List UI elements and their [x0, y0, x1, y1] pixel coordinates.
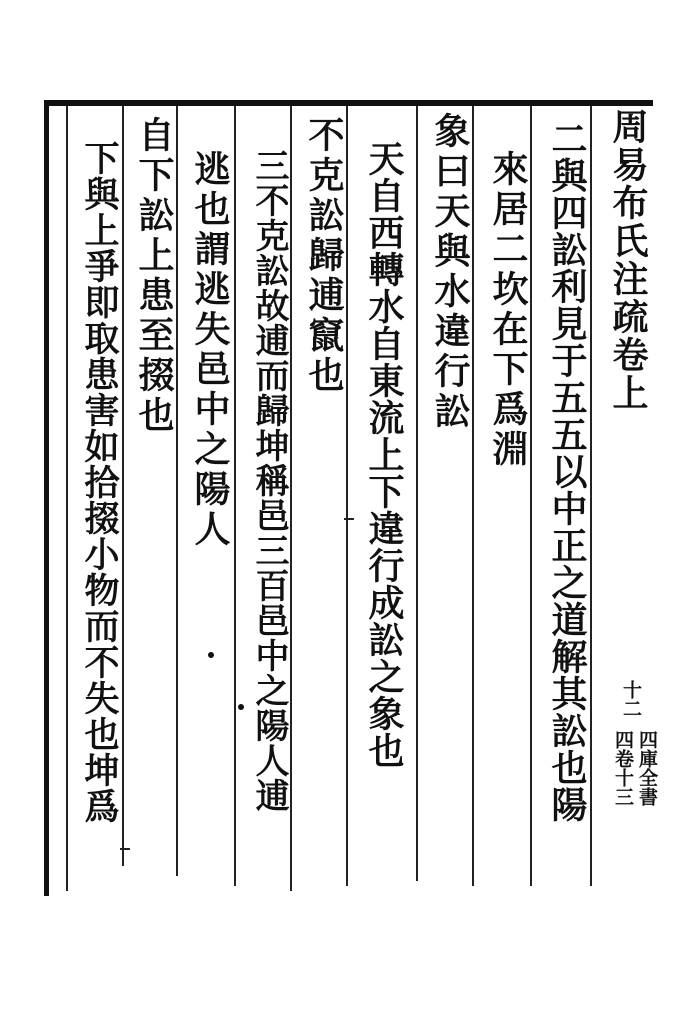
- text-column: 三不克訟故逋而歸坤稱邑三百邑中之陽人逋: [249, 148, 289, 813]
- column-rule: [346, 106, 348, 886]
- punctuation-mark: [238, 704, 244, 710]
- punctuation-mark: [120, 848, 130, 850]
- text-column: 不克訟歸逋竄也: [303, 116, 345, 396]
- punctuation-mark: [344, 518, 354, 520]
- punctuation-mark: [208, 652, 214, 658]
- column-rule: [530, 106, 532, 886]
- column-rule: [590, 106, 592, 886]
- column-rule: [122, 106, 124, 866]
- column-rule: [472, 106, 474, 886]
- column-rule: [234, 106, 236, 886]
- page-number: 十二: [620, 680, 642, 718]
- text-column: 下與上爭即取患害如拾掇小物而不失也坤爲: [79, 140, 120, 824]
- text-column: 天自西轉水自東流上下違行成訟之象也: [363, 140, 405, 769]
- edition-label: 四庫全書: [636, 730, 658, 806]
- text-column: 象曰天與水違行訟: [429, 112, 471, 432]
- text-column: 自下訟上患至掇也: [133, 116, 175, 436]
- column-rule: [290, 106, 292, 891]
- text-column: 二與四訟利見于五五以中正之道解其訟也陽: [546, 120, 588, 823]
- column-rule: [416, 106, 418, 881]
- column-rule: [66, 106, 68, 891]
- text-column: 來居二坎在下爲淵: [487, 150, 529, 470]
- book-title: 周易布氏注疏卷上: [607, 108, 649, 412]
- text-column: 逃也謂逃失邑中之陽人: [189, 150, 231, 550]
- volume-label: 四卷十三: [612, 730, 634, 806]
- column-rule: [176, 106, 178, 876]
